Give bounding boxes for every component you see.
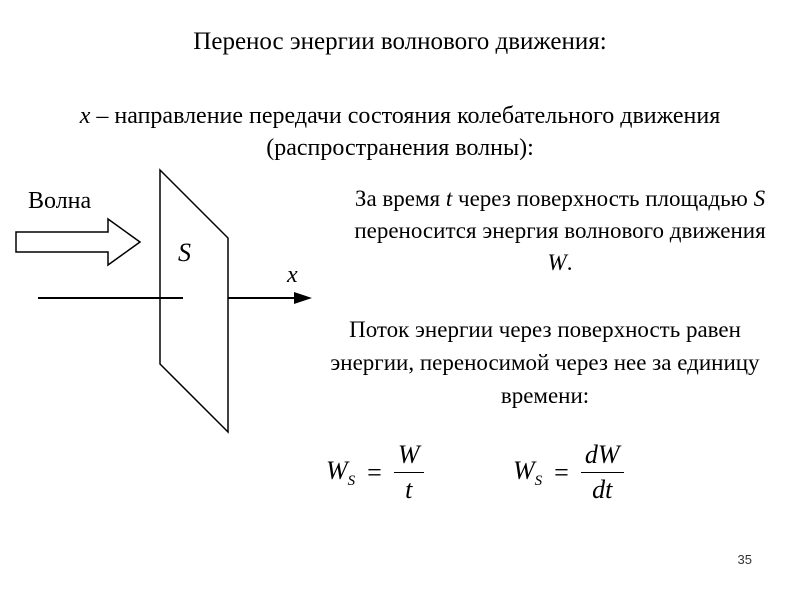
formula1-subscript: S: [347, 472, 356, 489]
para1-part2: через поверхность площадью: [452, 186, 754, 211]
formula1-numerator: W: [394, 440, 424, 473]
formula-flux-average: [326, 440, 424, 505]
direction-variable: x: [79, 103, 91, 129]
formula1-lhs: $W_S$: [326, 455, 356, 489]
energy-flux-paragraph: Поток энергии через поверхность равен энергии, переносимой через нее за единицу времени:: [330, 317, 760, 408]
formula1-fraction: [394, 440, 424, 505]
wave-label: Волна: [28, 188, 92, 214]
para1-part3: переносится энергия волнового движения: [354, 218, 766, 243]
formula2-subscript: S: [534, 472, 543, 489]
para1-time-var: t: [445, 186, 453, 211]
formula2-denominator: dt: [592, 475, 613, 504]
para1-energy-var: W: [547, 250, 567, 275]
formula-flux-derivative: [513, 440, 624, 505]
para1-part4: .: [566, 250, 573, 275]
slide-title: Перенос энергии волнового движения:: [193, 28, 607, 55]
wave-arrow-icon: [16, 219, 140, 265]
page-number: 35: [737, 552, 752, 567]
formula1-denominator: t: [405, 475, 413, 504]
formula2-lhs: $W_S$: [513, 455, 543, 489]
energy-transfer-paragraph: [345, 183, 775, 279]
direction-text: – направление передачи состояния колебательного движения (распространения волны):: [90, 103, 721, 161]
formula1-equals: =: [367, 457, 382, 487]
x-axis-arrowhead-icon: [294, 292, 312, 304]
para1-part1: За время: [354, 186, 446, 211]
formula2-fraction: [581, 440, 624, 505]
axis-label: x: [287, 262, 298, 288]
formula2-equals: =: [554, 457, 569, 487]
surface-s: [160, 170, 228, 432]
formula2-numerator: dW: [581, 440, 624, 473]
surface-label: S: [178, 238, 191, 267]
para1-surface-var: S: [753, 186, 766, 211]
